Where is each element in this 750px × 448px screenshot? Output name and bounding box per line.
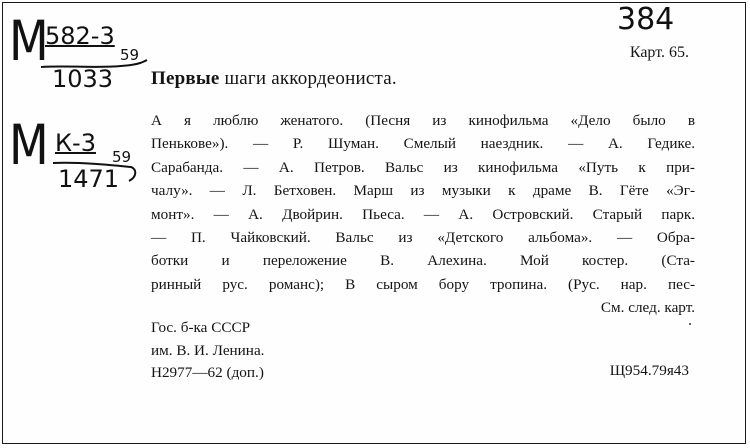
shelfmark-code-bottom-2: 1471 — [58, 165, 120, 193]
shelfmark-code-top-2: К-3 — [55, 129, 96, 157]
shelfmark-note-1: 59 — [120, 46, 140, 64]
shelfmark-code-bottom-1: 1033 — [52, 65, 114, 93]
shelfmark-letter-2: М — [9, 112, 49, 177]
shelfmark-code-top-1: 582-3 — [45, 22, 115, 50]
corner-number: 384 — [617, 2, 675, 37]
title-rest: шаги аккордеониста. — [224, 68, 397, 89]
card-print-code: Н2977—62 (доп.) — [151, 364, 264, 381]
shelfmark-underline-2 — [51, 159, 141, 185]
shelfmark-underline-1 — [39, 59, 149, 73]
speck — [689, 323, 691, 325]
card-number: Карт. 65. — [629, 44, 689, 61]
contents-line: Пеньковe»). — Р. Шуман. Смелый наездник. — А. Гедике. — [151, 135, 695, 153]
shelfmark-letter-1: М — [9, 8, 49, 74]
see-next-card: См. след. карт. — [600, 299, 695, 317]
contents-note — [151, 109, 695, 320]
contents-line: ботки и переложение В. Алехина. Мой костер. (Ста- — [151, 252, 695, 270]
shelfmark-note-2: 59 — [112, 148, 132, 166]
contents-line: ринный рус. романс); В сыром бору тропина. (Рус. нар. пес- — [151, 275, 695, 293]
classification-index: Щ954.79я43 — [609, 362, 689, 379]
library-dedication: им. В. И. Ленина. — [151, 341, 265, 359]
title-bold: Первые — [151, 68, 220, 89]
library-name: Гос. б-ка СССР — [151, 319, 251, 336]
contents-line: монт». — А. Двойрин. Пьеса. — А. Островский. Старый парк. — [151, 205, 695, 223]
title — [151, 68, 397, 90]
library-imprint — [151, 317, 264, 385]
catalog-card — [2, 2, 746, 444]
contents-line: А я люблю женатого. (Песня из кинофильма «Дело было в — [151, 112, 695, 129]
contents-line: Сарабанда. — А. Петров. Вальс из кинофильма «Путь к при- — [151, 158, 695, 176]
contents-line: — П. Чайковский. Вальс из «Детского альбома». — Обра- — [151, 229, 695, 247]
contents-line: чалу». — Л. Бетховен. Марш из музыки к драме В. Гёте «Эг- — [151, 182, 695, 200]
